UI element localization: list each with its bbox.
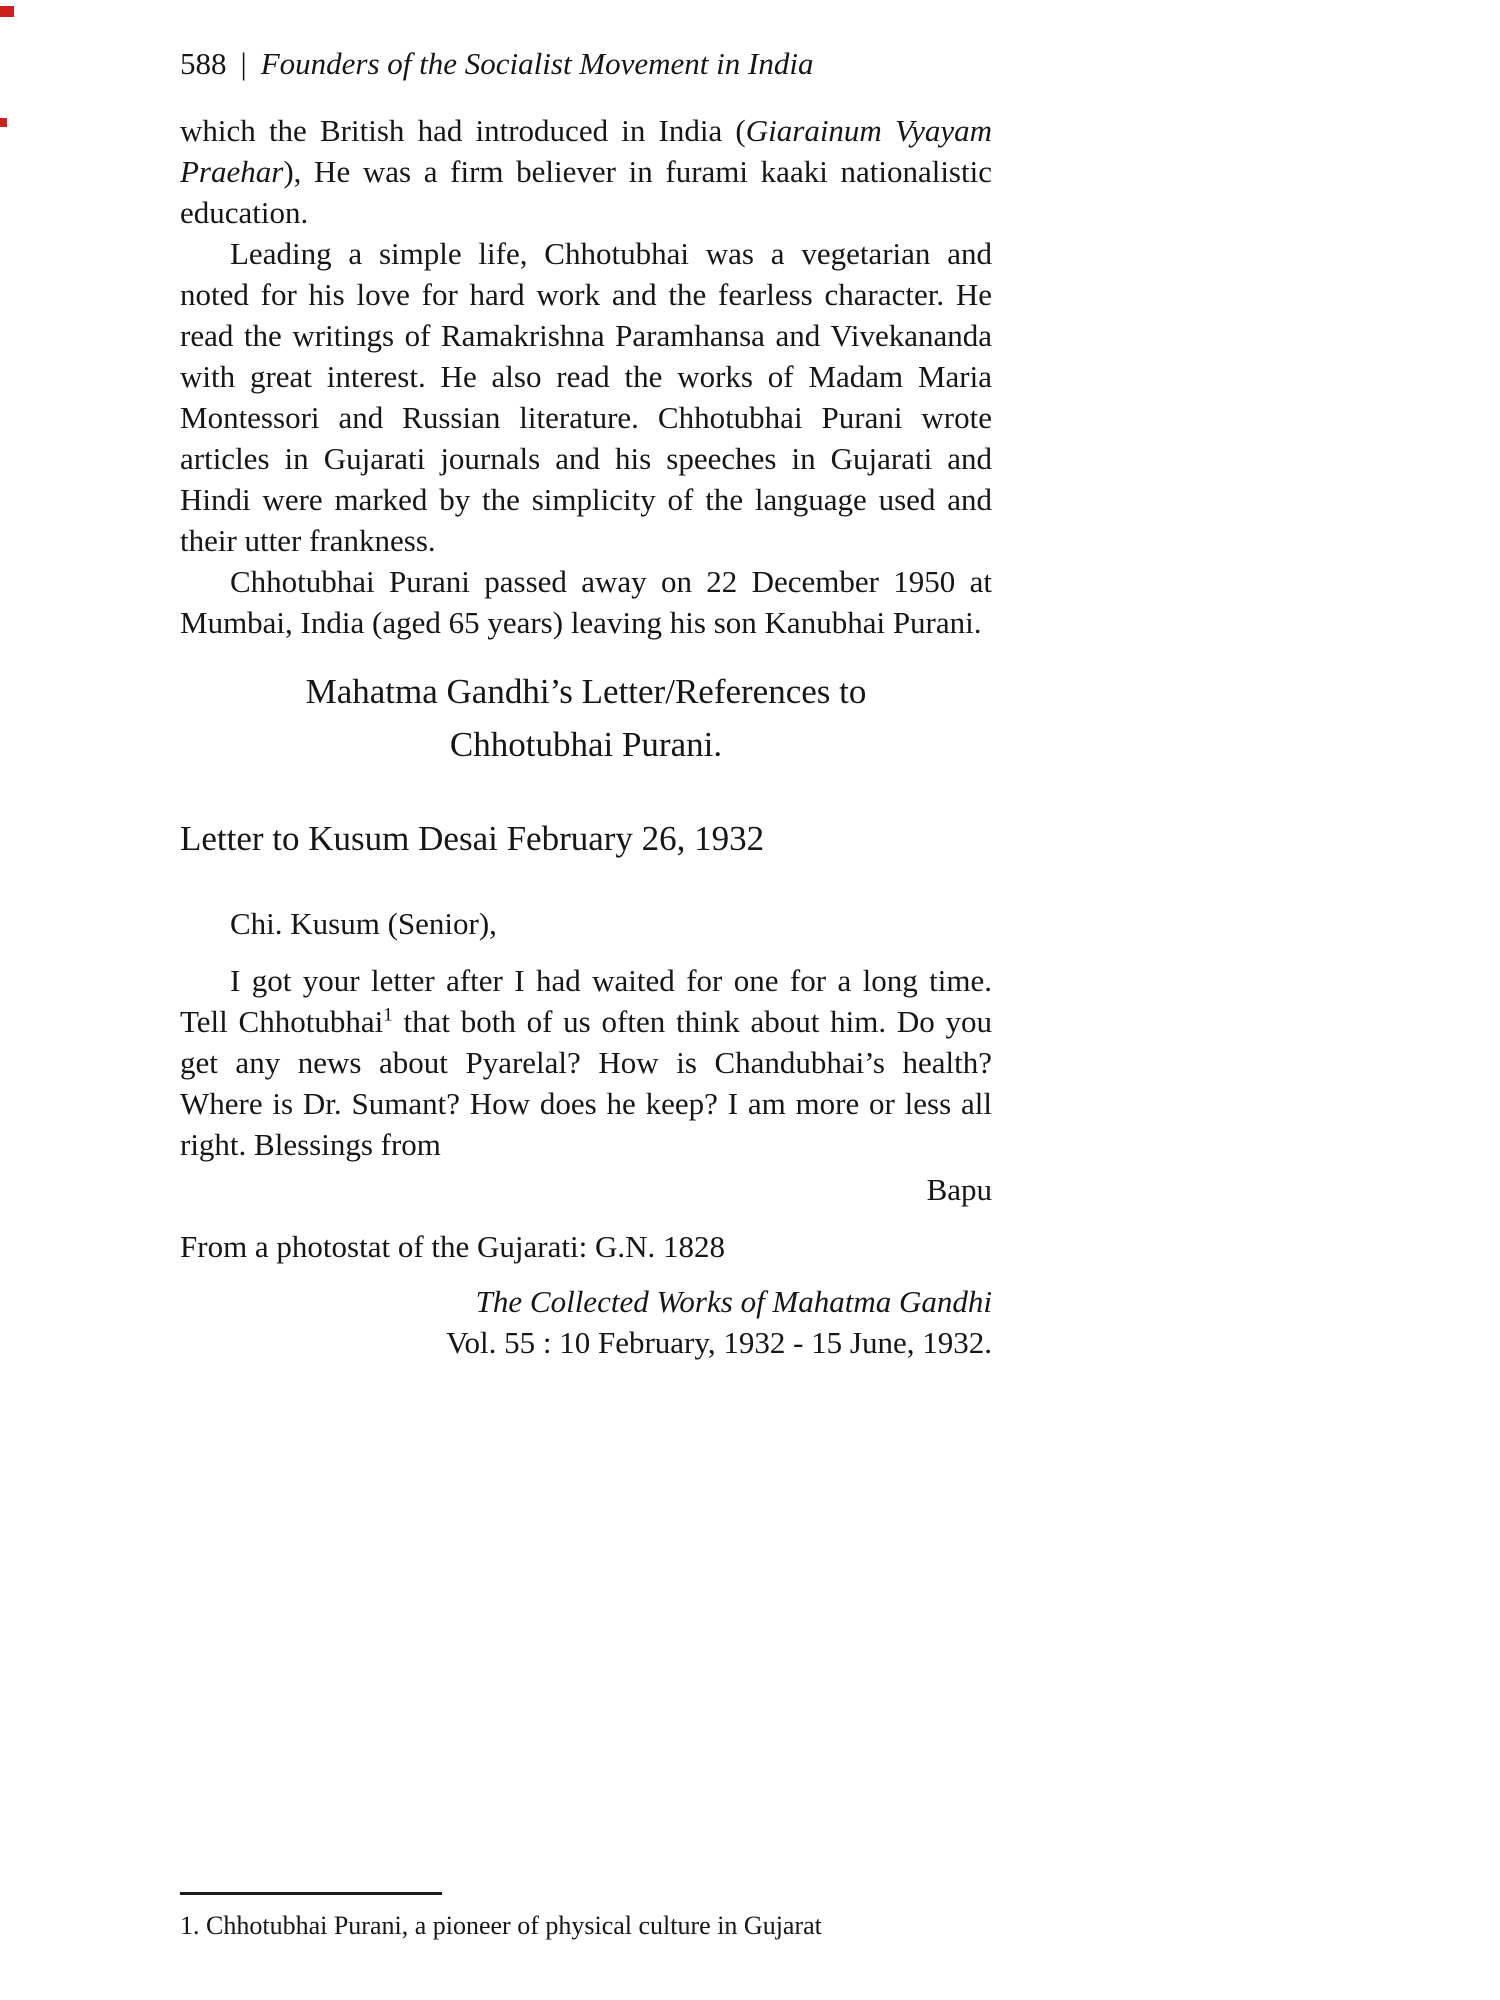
paragraph-education [180,110,992,233]
footnote-rule [180,1892,442,1895]
running-header [180,44,992,84]
para1-text-pre: which the British had introduced in India ( [180,113,746,148]
footnote [180,1909,992,1942]
letter-body-pre: I got your letter after I had waited for one for a long time. Tell Chhotubhai [180,963,992,1039]
header-separator: | [240,46,247,81]
citation-volume: Vol. 55 : 10 February, 1932 - 15 June, 1932. [446,1325,992,1360]
letter-heading: Letter to Kusum Desai February 26, 1932 [180,819,765,858]
paragraph-simple-life: Leading a simple life, Chhotubhai was a vegetarian and noted for his love for hard work and the fearless character. He read the writings of Ramakrishna Paramhansa and Vivekananda with great interest. He also read the works of Madam Maria Montessori and Russian literature. Chhotubhai Purani wrote articles in Gujarati journals and his speeches in Gujarati and Hindi were marked by the simplicity of the language used and their utter frankness. [180,236,992,558]
book-title: Founders of the Socialist Movement in India [260,46,814,81]
letter-body-post: that both of us often think about him. Do you get any news about Pyarelal? How is Chandubhai’s health? Where is Dr. Sumant? How does he keep? I am more or less all right. Blessings from [180,1004,992,1162]
source-line: From a photostat of the Gujarati: G.N. 1828 [180,1229,725,1264]
section-heading-line1: Mahatma Gandhi’s Letter/References to [305,672,867,711]
scan-artifact-mark [0,118,7,127]
para1-text-post: ), He was a firm believer in furami kaaki nationalistic education. [180,154,992,230]
footnote-text: Chhotubhai Purani, a pioneer of physical culture in Gujarat [206,1911,822,1940]
footnote-reference: 1 [383,1004,393,1026]
letter-body [180,960,992,1165]
footnote-block [180,1892,992,1942]
page-number: 588 [180,46,227,81]
letter-signature: Bapu [926,1172,992,1207]
paragraph-passed-away: Chhotubhai Purani passed away on 22 December 1950 at Mumbai, India (aged 65 years) leaving his son Kanubhai Purani. [180,564,992,640]
citation-title: The Collected Works of Mahatma Gandhi [475,1284,992,1319]
section-heading [180,665,992,771]
footnote-marker: 1. [180,1911,200,1940]
book-page [180,44,992,1363]
section-heading-line2: Chhotubhai Purani. [449,725,723,764]
scan-artifact-mark [0,6,14,17]
letter-salutation: Chi. Kusum (Senior), [230,906,497,941]
para1-italic-term: Giarainum Vyayam Praehar [180,113,992,189]
